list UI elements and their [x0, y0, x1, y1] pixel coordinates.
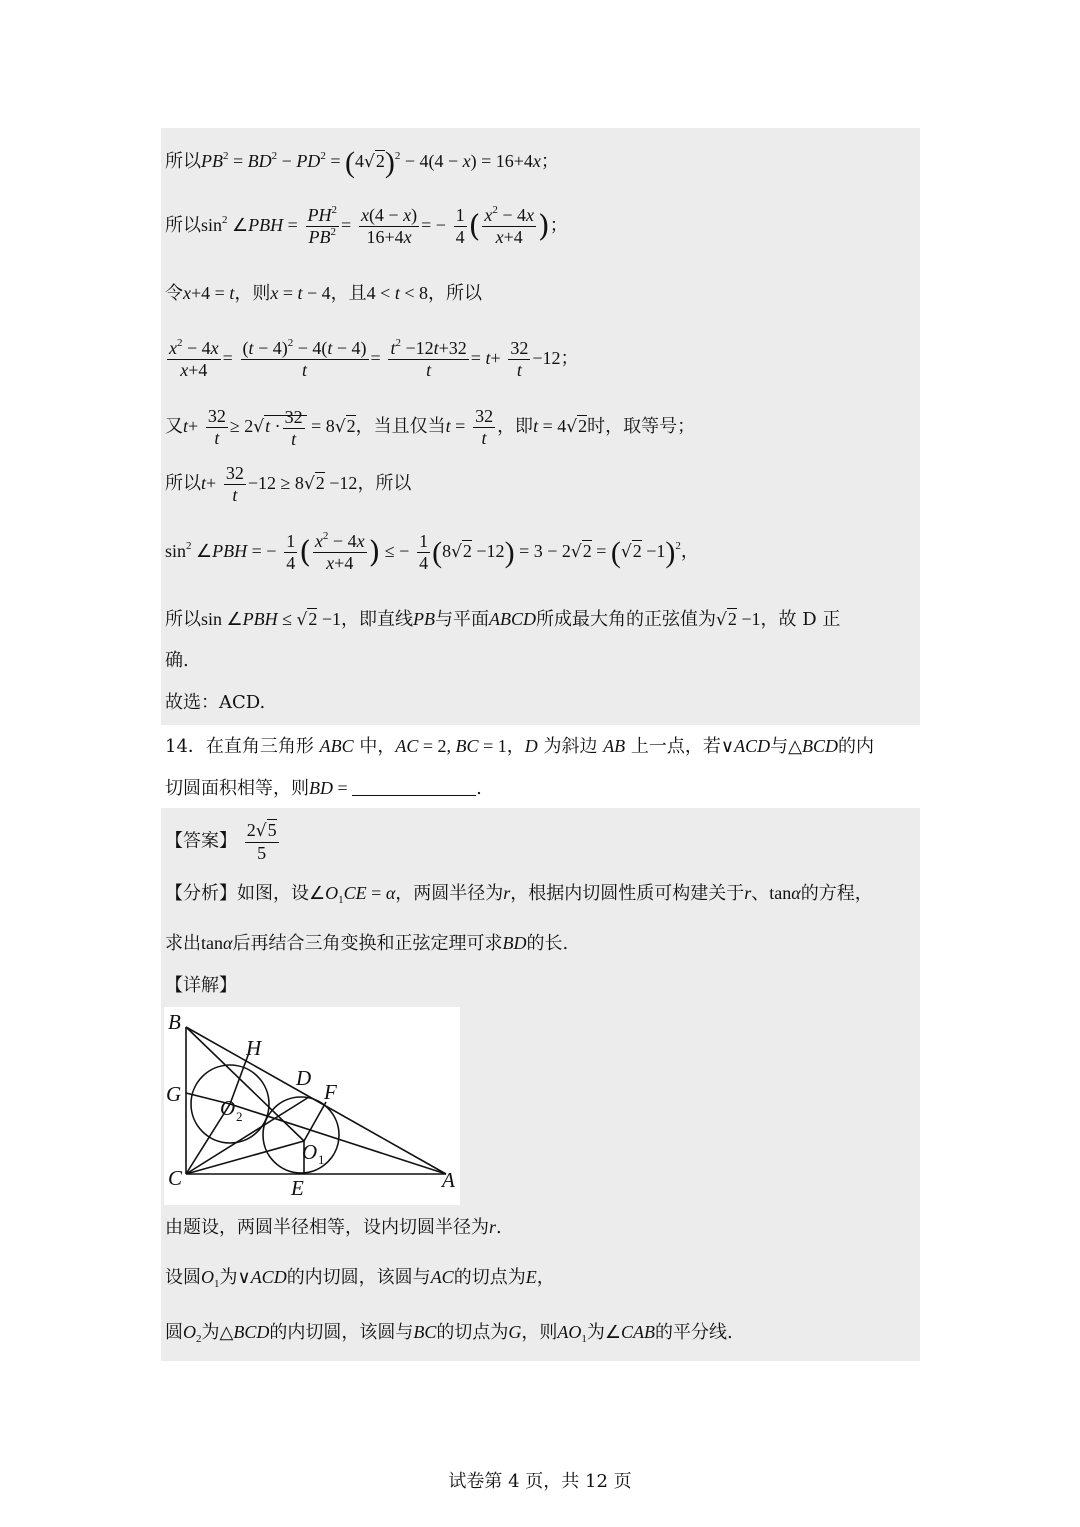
choice-result: 故选：ACD.	[165, 692, 266, 713]
answer-label: 【答案】	[165, 830, 237, 852]
segment-cd	[186, 1097, 309, 1174]
fraction: $\frac{1}{4}$	[419, 531, 429, 573]
fraction: $\frac{32}{t}$	[207, 406, 226, 448]
label-o2: O	[220, 1096, 236, 1120]
label-g: G	[166, 1082, 182, 1106]
label-f: F	[324, 1080, 337, 1104]
geometry-figure	[164, 1007, 460, 1205]
page-footer: 试卷第 4 页，共 12 页	[448, 1471, 632, 1492]
question-number: 14．	[165, 736, 206, 757]
solution-line-2: 所以$\sin^2$ ∠PBH = $\frac{PH^2}{PB^2}$ = $\frac{x(4 - x)}{16+4x}$ = − $\frac{1}{4}$ ( $\frac{x^2 - 4x}{x+4}$ )；	[165, 204, 568, 247]
fraction: $\frac{32}{t}$	[510, 338, 529, 380]
question-14-line-2: 切圆面积相等，则BD = .	[165, 778, 482, 799]
label-o2-sub: 2	[236, 1109, 243, 1124]
label-e: E	[291, 1176, 304, 1200]
fraction: $\frac{PH^2}{PB^2}$	[307, 204, 338, 247]
solution-line-6: 所以t+ $\frac{32}{t}$ −12 ≥ 8√2 −12，所以	[165, 463, 412, 505]
solution-line-8: 所以sin ∠PBH ≤ √2 −1，即直线PB与平面ABCD所成最大角的正弦值为√2 −1，故 D 正	[165, 609, 841, 630]
detail-paragraph-2: 设圆$O_1$为∨ACD的内切圆，该圆与AC的切点为E，	[165, 1267, 555, 1290]
fraction: $\frac{x^2 - 4x}{x+4}$	[484, 204, 535, 247]
detail-label: 【详解】	[165, 975, 237, 996]
analysis-label: 【分析】	[165, 883, 237, 904]
label-o1-sub: 1	[318, 1152, 325, 1167]
fraction: $\frac{t^2 -12t+32}{t}$	[390, 337, 467, 380]
fraction: $\frac{32}{t}$	[284, 406, 303, 449]
solution-line-5: 又t+ $\frac{32}{t}$ ≥ 2√t · $\frac{32}{t}$ = 8√2，当且仅当t = $\frac{32}{t}$ ，即t = 4√2时，取等号；	[165, 406, 696, 449]
question-14-line-1: 14．在直角三角形 ABC 中，AC = 2, BC = 1，D 为斜边 AB 上一点，若∨ACD与△BCD的内	[165, 736, 874, 757]
fraction: $\frac{32}{t}$	[475, 406, 494, 448]
segment-o1f	[304, 1102, 326, 1141]
solution-line-3: 令x+4 = t，则x = t − 4，且4 < t < 8，所以	[165, 283, 482, 304]
solution-line-1: 所以$PB^2 = BD^2 - PD^2 = (4√2)^2 - 4(4 - x) = 16+4x$；	[165, 146, 559, 179]
fraction: $\frac{1}{4}$	[286, 531, 296, 573]
label-a: A	[442, 1168, 455, 1192]
label-d: D	[296, 1066, 312, 1090]
analysis-line-2: 求出tanα后再结合三角变换和正弦定理可求BD的长.	[165, 933, 569, 954]
solution-line-9: 确.	[165, 650, 189, 671]
solution-line-7: $\sin^2$ ∠PBH = − $\frac{1}{4}$ ( $\frac{x^2 - 4x}{x+4}$ ) ≤ − $\frac{1}{4}$ $(8√2 -12) = 3 - 2√2 = (√2 -1)^2$，	[165, 530, 699, 573]
label-c: C	[168, 1166, 183, 1190]
fraction: $\frac{32}{t}$	[225, 463, 244, 505]
label-h: H	[246, 1036, 262, 1060]
label-b: B	[168, 1010, 181, 1034]
detail-paragraph-1: 由题设，两圆半径相等，设内切圆半径为r.	[165, 1217, 502, 1238]
fraction: $\frac{x(4 - x)}{16+4x}$	[360, 205, 418, 247]
answer-blank	[352, 779, 476, 796]
solution-line-4: $\frac{x^2 - 4x}{x+4}$ = $\frac{(t - 4)^2 - 4(t - 4)}{t}$ = $\frac{t^2 -12t+32}{t}$ = t+ $\frac{32}{t}$ −12；	[169, 337, 579, 380]
fraction: $\frac{x^2 - 4x}{x+4}$	[169, 337, 219, 380]
answer-line	[165, 820, 281, 863]
analysis-line-1: 【分析】如图，设$\angle O_1CE = \alpha$，两圆半径为r，根据内切圆性质可构建关于r、tanα的方程，	[165, 883, 873, 906]
label-o1: O	[302, 1140, 318, 1164]
detail-paragraph-3: 圆$O_2$为△BCD的内切圆，该圆与BC的切点为G，则$AO_1$为∠CAB的平分线.	[165, 1322, 733, 1345]
answer-fraction: $\frac{2√5}{5}$	[246, 820, 277, 863]
fraction: $\frac{(t - 4)^2 - 4(t - 4)}{t}$	[242, 337, 367, 380]
fraction: $\frac{x^2 - 4x}{x+4}$	[314, 530, 365, 573]
fraction: $\frac{1}{4}$	[455, 205, 465, 247]
